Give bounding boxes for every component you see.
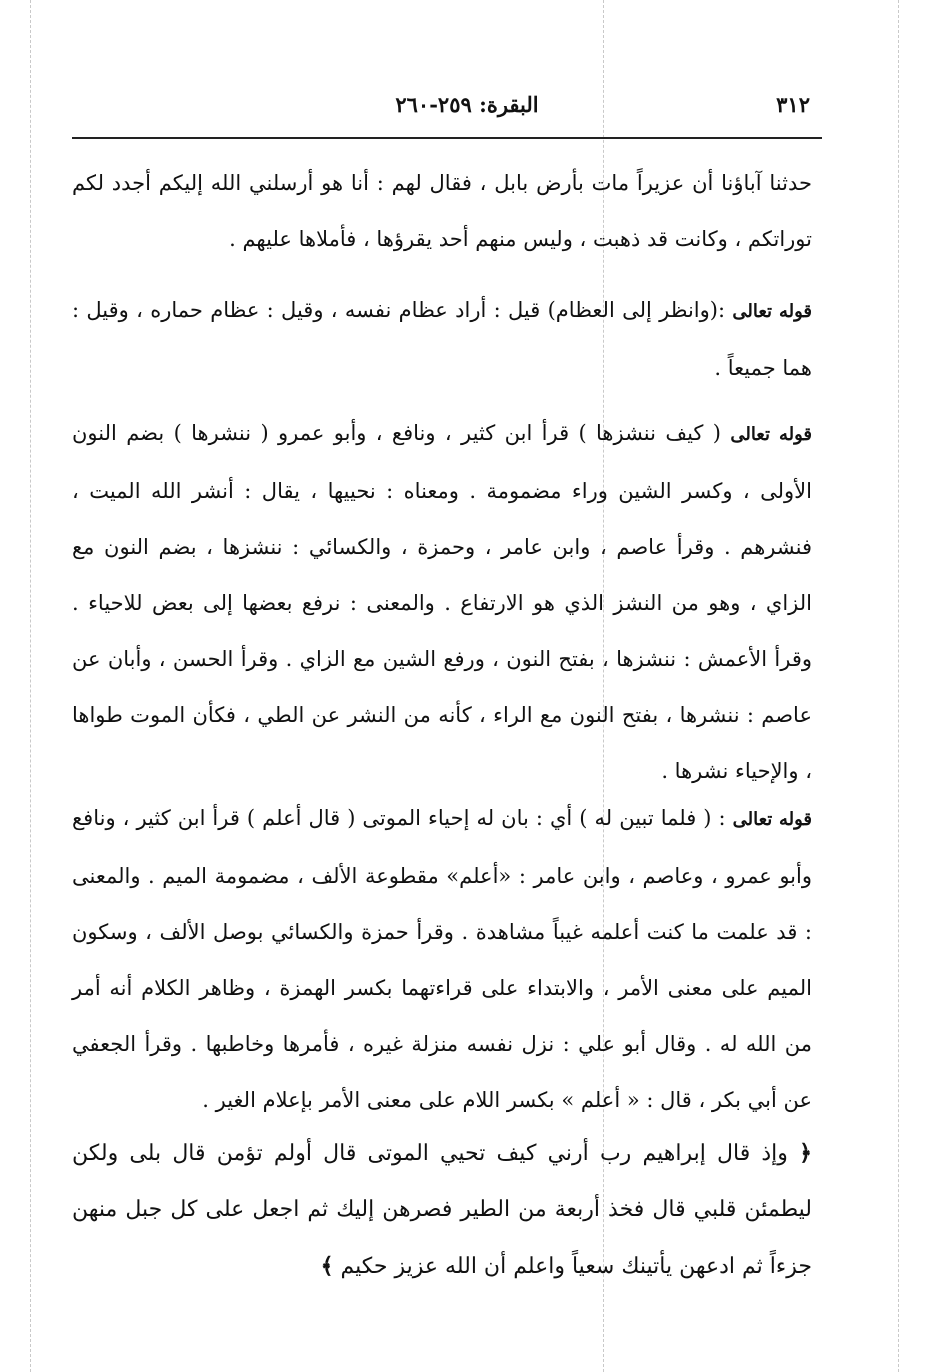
paragraph-text: : ( فلما تبين له ) أي : بان له إحياء الموتى ( قال أعلم ) قرأ ابن كثير ، ونافع وأبو عمرو ، وعاصم ، وابن عامر : «أعلم» مقطوعة الألف ، مضمومة الميم . والمعنى : قد علمت ما كنت أعلمه غيباً مشاهدة . وقرأ حمزة والكسائي بوصل الألف ، وسكون الميم على معنى الأمر ، والابتداء على قراءتهما بكسر الهمزة ، وظاهر الكلام أنه أمر من الله له . وقال أبو علي : نزل نفسه منزلة غيره ، فأمرها وخاطبها . وقرأ الجعفي عن أبي بكر ، قال : « أعلم » بكسر اللام على معنى الأمر بإعلام الغير . xyxy=(72,806,812,1112)
scan-guide-line xyxy=(898,0,899,1372)
paragraph-lead: قوله تعالى xyxy=(730,424,812,445)
paragraph-text: :(وانظر إلى العظام) قيل : أراد عظام نفسه ، وقيل : عظام حماره ، وقيل : هما جميعاً . xyxy=(72,298,812,380)
page-header xyxy=(72,86,822,126)
paragraph-lead: قوله تعالى xyxy=(732,301,813,322)
paragraph-1 xyxy=(72,155,812,267)
paragraph-lead: قوله تعالى xyxy=(732,809,812,830)
paragraph-text: حدثنا آباؤنا أن عزيراً مات بأرض بابل ، فقال لهم : أنا هو أرسلني الله إليكم أجدد لكم توراتكم ، وكانت قد ذهبت ، وليس منهم أحد يقرؤها ، فأملاها عليهم . xyxy=(72,171,812,251)
paragraph-text: ( كيف ننشزها ) قرأ ابن كثير ، ونافع ، وأبو عمرو ( ننشرها ) بضم النون الأولى ، وكسر الشين وراء مضمومة . ومعناه : نحييها ، يقال : أنشر الله الميت ، فنشرهم . وقرأ عاصم ، وابن عامر ، وحمزة ، والكسائي : ننشزها ، بضم النون مع الزاي ، وهو من النشز الذي هو الارتفاع . والمعنى : نرفع بعضها إلى بعض للاحياء . وقرأ الأعمش : ننشزها ، بفتح النون ، ورفع الشين مع الزاي . وقرأ الحسن ، وأبان عن عاصم : ننشرها ، بفتح النون مع الراء ، كأنه من النشر عن الطي ، فكأن الموت طواها ، والإحياء نشرها . xyxy=(72,421,812,783)
paragraph-4 xyxy=(72,790,812,1128)
page-number: ٣١٢ xyxy=(776,92,810,117)
verse-close-bracket: ﴾ xyxy=(320,1253,334,1279)
header-rule xyxy=(72,137,822,139)
paragraph-2 xyxy=(72,282,812,396)
running-title: البقرة: ٢٥٩-٢٦٠ xyxy=(395,92,539,117)
verse-open-bracket: ﴿ xyxy=(799,1140,812,1166)
scan-guide-line xyxy=(30,0,31,1372)
verse-text: وإذ قال إبراهيم رب أرني كيف تحيي الموتى قال أولم تؤمن قال بلى ولكن ليطمئن قلبي قال فخذ أربعة من الطير فصرهن إليك ثم اجعل على كل جبل منهن جزءاً ثم ادعهن يأتينك سعياً واعلم أن الله عزيز حكيم xyxy=(72,1141,812,1279)
quran-verse xyxy=(72,1125,812,1295)
paragraph-3 xyxy=(72,405,812,799)
